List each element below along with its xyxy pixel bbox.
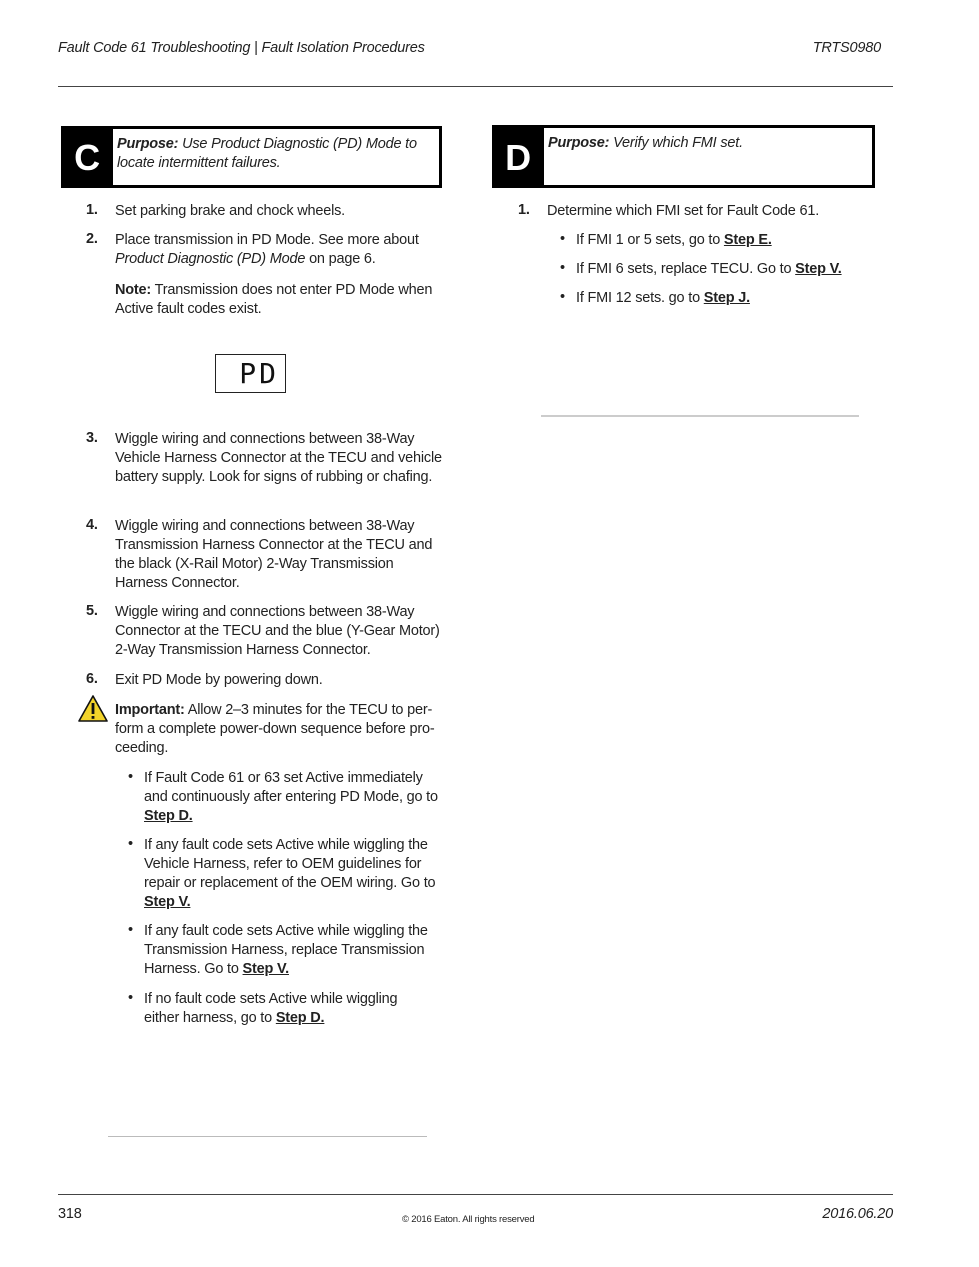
purpose-text: Verify which FMI set. bbox=[613, 135, 743, 151]
item-number: 3. bbox=[86, 430, 98, 446]
step-e-link[interactable]: Step E. bbox=[723, 232, 772, 248]
item-text: Exit PD Mode by powering down. bbox=[115, 672, 323, 688]
item-number: 1. bbox=[518, 202, 530, 218]
step-c-item-6 bbox=[86, 671, 446, 690]
step-c-bullet-2: • If any fault code sets Active while wiggling the Vehicle Harness, refer to OEM guidelines for repair or replacement of the OEM wiring. Go to Step V. bbox=[128, 836, 436, 910]
page-number: 318 bbox=[58, 1206, 82, 1222]
step-d-bullet-1: • If FMI 1 or 5 sets, go to Step E. bbox=[560, 231, 772, 248]
step-c-header bbox=[61, 126, 442, 188]
note-label: Note: bbox=[115, 282, 152, 298]
step-d-purpose bbox=[544, 128, 872, 185]
item-number: 4. bbox=[86, 517, 98, 533]
item-number: 1. bbox=[86, 202, 98, 218]
pd-display-text: PD bbox=[239, 357, 279, 390]
purpose-label: Purpose: bbox=[548, 135, 610, 151]
step-c-bullet-4: • If no fault code sets Active while wiggling either harness, go to Step D. bbox=[128, 990, 398, 1026]
step-c-item-5 bbox=[86, 603, 446, 660]
step-v-link[interactable]: Step V. bbox=[144, 894, 191, 910]
step-v-link[interactable]: Step V. bbox=[795, 261, 842, 277]
step-d-header bbox=[492, 125, 875, 188]
purpose-text: Use Product Diagnostic (PD) Mode to locate intermittent failures. bbox=[117, 136, 417, 171]
document-id: TRTS0980 bbox=[812, 40, 881, 56]
bullet-text: If Fault Code 61 or 63 set Active immediately and continuously after entering PD Mode, go to bbox=[144, 770, 438, 805]
bullet-text: If FMI 12 sets. go to bbox=[576, 290, 704, 306]
step-v-link[interactable]: Step V. bbox=[242, 961, 289, 977]
important-notice bbox=[115, 701, 440, 758]
footer-rule bbox=[58, 1194, 893, 1195]
step-c-item-2 bbox=[86, 231, 446, 269]
bullet-text: If any fault code sets Active while wiggling the Vehicle Harness, refer to OEM guidelines for repair or replacement of the OEM wiring. Go to bbox=[144, 837, 436, 891]
step-d-link[interactable]: Step D. bbox=[275, 1010, 325, 1026]
item-text: Place transmission in PD Mode. See more about Product Diagnostic (PD) Mode on page 6. bbox=[115, 232, 419, 267]
warning-icon bbox=[78, 695, 108, 723]
step-c-item-4 bbox=[86, 517, 446, 593]
step-d-bullet-2: • If FMI 6 sets, replace TECU. Go to Step V. bbox=[560, 260, 842, 277]
step-d-item-1 bbox=[518, 202, 878, 221]
item-number: 5. bbox=[86, 603, 98, 619]
note bbox=[115, 281, 445, 319]
step-c-item-1 bbox=[86, 202, 446, 221]
item-text: Determine which FMI set for Fault Code 61. bbox=[547, 203, 820, 219]
purpose-label: Purpose: bbox=[117, 136, 179, 152]
bullet-text: If FMI 1 or 5 sets, go to bbox=[576, 232, 724, 248]
reference-title: Product Diagnostic (PD) Mode bbox=[115, 251, 306, 267]
item-text: Wiggle wiring and connections between 38-Way Connector at the TECU and the blue (Y-Gear Motor) 2-Way Transmission Harness Connector. bbox=[115, 604, 440, 658]
bullet-text: If FMI 6 sets, replace TECU. Go to bbox=[576, 261, 796, 277]
step-d-letter: D bbox=[505, 136, 531, 178]
section-divider bbox=[108, 1136, 427, 1137]
bullet-text: If any fault code sets Active while wiggling the Transmission Harness, replace Transmission Harness. Go to bbox=[144, 923, 428, 977]
important-text: Allow 2–3 minutes for the TECU to per-form a complete power-down sequence before pro-ceeding. bbox=[115, 702, 435, 756]
bullet-text: If no fault code sets Active while wiggling either harness, go to bbox=[144, 991, 398, 1026]
item-number: 2. bbox=[86, 231, 98, 247]
header-title: Fault Code 61 Troubleshooting | Fault Isolation Procedures bbox=[58, 40, 425, 56]
item-number: 6. bbox=[86, 671, 98, 687]
copyright: © 2016 Eaton. All rights reserved bbox=[402, 1214, 535, 1225]
publication-date: 2016.06.20 bbox=[822, 1206, 893, 1222]
pd-mode-display bbox=[215, 354, 286, 393]
step-c-letter: C bbox=[74, 137, 100, 178]
step-d-bullet-3: • If FMI 12 sets. go to Step J. bbox=[560, 289, 750, 306]
step-j-link[interactable]: Step J. bbox=[703, 290, 750, 306]
item-text: Set parking brake and chock wheels. bbox=[115, 203, 345, 219]
step-c-purpose bbox=[113, 129, 439, 185]
step-c-item-3 bbox=[86, 430, 446, 487]
section-divider bbox=[541, 415, 859, 417]
note-text: Transmission does not enter PD Mode when Active fault codes exist. bbox=[115, 282, 433, 317]
step-c-bullet-3: • If any fault code sets Active while wiggling the Transmission Harness, replace Transmission Harness. Go to Step V. bbox=[128, 922, 428, 977]
step-d-link[interactable]: Step D. bbox=[144, 808, 193, 824]
step-c-bullet-1: • If Fault Code 61 or 63 set Active immediately and continuously after entering PD Mode, go to Step D. bbox=[128, 769, 438, 824]
header-rule bbox=[58, 86, 893, 87]
item-text: Wiggle wiring and connections between 38-Way Vehicle Harness Connector at the TECU and vehicle battery supply. Look for signs of rubbing or chafing. bbox=[115, 431, 442, 485]
item-text: Wiggle wiring and connections between 38-Way Transmission Harness Connector at the TECU and the black (X-Rail Motor) 2-Way Transmission Harness Connector. bbox=[115, 518, 433, 591]
important-label: Important: bbox=[115, 702, 185, 718]
